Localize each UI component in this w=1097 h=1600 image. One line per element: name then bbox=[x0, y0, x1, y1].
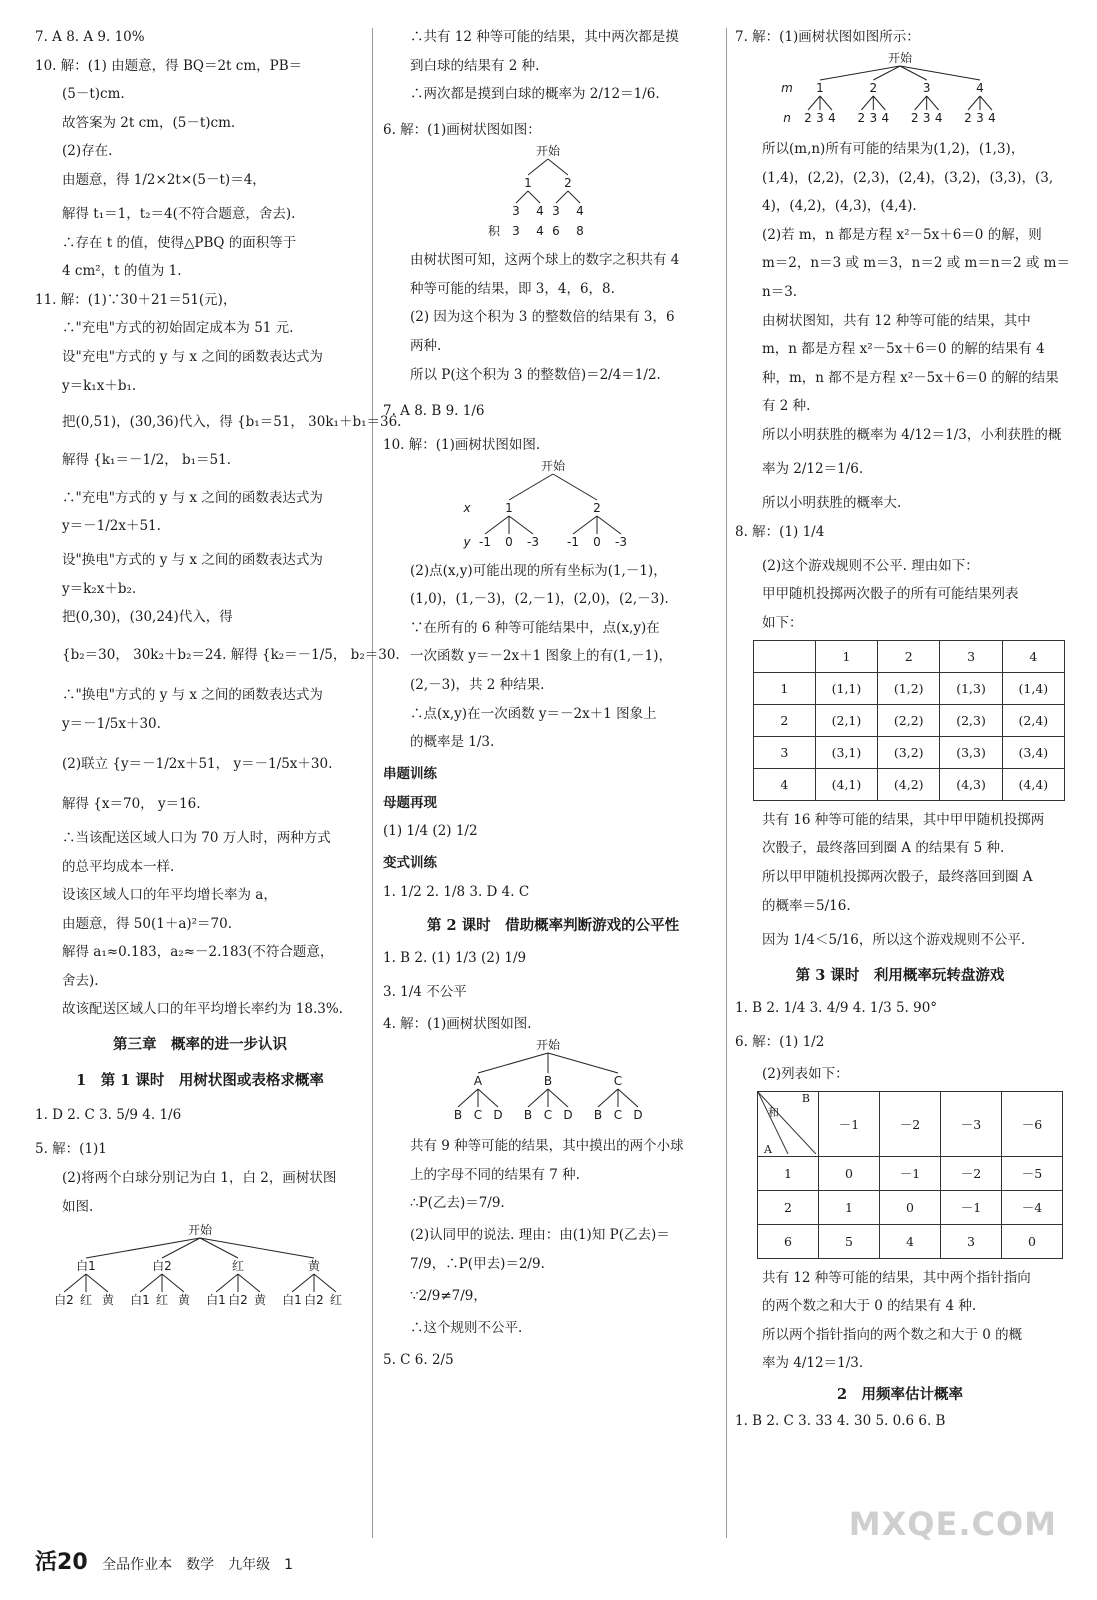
tree-branch bbox=[618, 1089, 638, 1107]
answer-line: 8. 解：(1) 1/4 bbox=[735, 523, 825, 540]
tree-branch bbox=[162, 1274, 184, 1292]
answer-line: 1. B 2. C 3. 33 4. 30 5. 0.6 6. B bbox=[735, 1413, 946, 1430]
tree-branch bbox=[64, 1274, 86, 1292]
tree-root-label: 开始 bbox=[535, 144, 561, 159]
tree-leaf-label: 4 bbox=[828, 111, 836, 125]
answer-line: 1. 1/2 2. 1/8 3. D 4. C bbox=[383, 883, 530, 900]
answer-line: m＝2，n＝3 或 m＝3，n＝2 或 m＝n＝2 或 m＝ bbox=[762, 255, 1070, 272]
table-cell: －5 bbox=[1002, 1156, 1063, 1190]
tree-product-value: 8 bbox=[576, 224, 584, 239]
table-row bbox=[758, 1224, 1063, 1258]
lesson-title: 1 第 1 课时 用树状图或表格求概率 bbox=[76, 1072, 324, 1090]
answer-line: 共有 16 种等可能的结果，其中甲甲随机投掷两 bbox=[762, 811, 1045, 828]
answer-line: (2)若 m，n 都是方程 x²－5x＋6＝0 的解，则 bbox=[762, 226, 1042, 243]
answer-line: 所以(m,n)所有可能的结果为(1,2)，(1,3)， bbox=[762, 141, 1025, 157]
table-cell: 3 bbox=[941, 1224, 1002, 1258]
tree-leaf-label: -3 bbox=[527, 534, 539, 549]
tree-branch bbox=[314, 1274, 336, 1292]
table-cell: 0 bbox=[819, 1156, 880, 1190]
table-row bbox=[758, 1190, 1063, 1224]
tree-branch bbox=[900, 66, 980, 80]
tree-leaf-label: 白1 bbox=[130, 1292, 150, 1307]
tree-leaf-label: 白2 bbox=[54, 1292, 74, 1307]
table-cell: (3,2) bbox=[878, 736, 940, 768]
tree-diagram-product bbox=[383, 141, 723, 241]
answer-line: 7/9，∴P(甲去)＝2/9. bbox=[410, 1255, 545, 1272]
tree-leaf-label: 4 bbox=[934, 111, 943, 125]
answer-line: 4. 解：(1)画树状图如图. bbox=[383, 1015, 532, 1032]
table-cell: (3,3) bbox=[940, 736, 1002, 768]
table-cell: －2 bbox=[880, 1091, 941, 1156]
table-cell: (4,1) bbox=[815, 768, 877, 800]
tree-node-label: 白2 bbox=[152, 1258, 172, 1273]
answer-line: (2)列表如下： bbox=[762, 1065, 849, 1082]
answer-line: 4 cm²，t 的值为 1. bbox=[62, 263, 182, 280]
tree-leaf-label: 白1 bbox=[206, 1292, 226, 1307]
tree-node-label: B bbox=[543, 1073, 553, 1088]
answer-line: 共有 9 种等可能的结果，其中摸出的两个小球 bbox=[410, 1137, 684, 1154]
answer-line: y＝k₁x＋b₁. bbox=[62, 377, 137, 394]
tree-leaf-label: 3 bbox=[976, 111, 984, 125]
tree-diagram-letters bbox=[383, 1035, 723, 1127]
tree-node-label: 黄 bbox=[307, 1258, 321, 1273]
tree-leaf-label: B bbox=[453, 1107, 463, 1122]
table-cell: (2,4) bbox=[1002, 704, 1064, 736]
tree-leaf-label: D bbox=[633, 1107, 643, 1122]
answer-line: (2)联立 {y＝－1/2x＋51， y＝－1/5x＋30. bbox=[62, 755, 333, 772]
answer-line: 设该区域人口的年平均增长率为 a， bbox=[62, 887, 277, 904]
answer-line: (2)这个游戏规则不公平. 理由如下： bbox=[762, 557, 979, 574]
answer-line: 故答案为 2t cm，(5－t)cm. bbox=[62, 114, 236, 131]
tree-leaf-label: C bbox=[543, 1107, 553, 1122]
tree-branch bbox=[556, 191, 568, 203]
footer-book-title: 全品作业本 数学 九年级 1 bbox=[102, 1557, 294, 1573]
tree-branch bbox=[808, 96, 820, 110]
tree-leaf-label: 3 bbox=[869, 111, 878, 125]
tree-node-label: 白1 bbox=[76, 1258, 96, 1273]
tree-leaf-label: B bbox=[523, 1107, 533, 1122]
answer-line: 由树状图知，共有 12 种等可能的结果，其中 bbox=[762, 312, 1031, 329]
answer-line: 种，m，n 都不是方程 x²－5x＋6＝0 的解的结果 bbox=[762, 369, 1059, 386]
tree-leaf-label: 红 bbox=[79, 1292, 93, 1307]
tree-node-label: A bbox=[473, 1073, 483, 1088]
answer-line: 解得 {k₁＝－1/2， b₁＝51. bbox=[62, 451, 232, 468]
tree-leaf-label: 4 bbox=[988, 111, 996, 125]
table-cell: (1,4) bbox=[1002, 672, 1064, 704]
tree-leaf-label: 黄 bbox=[253, 1292, 267, 1307]
table-cell: 4 bbox=[754, 768, 816, 800]
answer-line: y＝－1/5x＋30. bbox=[62, 715, 161, 732]
answer-line: 因为 1/4＜5/16，所以这个游戏规则不公平. bbox=[762, 931, 1026, 948]
answer-line: ∴两次都是摸到白球的概率为 2/12＝1/6. bbox=[410, 86, 660, 103]
table-row bbox=[754, 672, 1065, 704]
answer-line: 如下： bbox=[762, 614, 803, 631]
tree-branch bbox=[86, 1274, 108, 1292]
table-cell: 3 bbox=[940, 640, 1002, 672]
answer-line: ∴共有 12 种等可能的结果，其中两次都是摸 bbox=[410, 29, 679, 45]
tree-branch bbox=[861, 96, 873, 110]
tree-branch bbox=[573, 516, 597, 534]
answer-line: 1. B 2. 1/4 3. 4/9 4. 1/3 5. 90° bbox=[735, 999, 938, 1016]
tree-branch bbox=[820, 96, 832, 110]
tree-node-label: 2 bbox=[593, 500, 601, 515]
answer-line: 7. 解：(1)画树状图如图所示： bbox=[735, 29, 920, 45]
tree-leaf-label: 3 bbox=[552, 204, 560, 219]
tree-branch bbox=[820, 66, 900, 80]
answer-line: 7. A 8. A 9. 10% bbox=[35, 29, 145, 45]
tree-branch bbox=[598, 1089, 618, 1107]
tree-root-label: 开始 bbox=[887, 51, 913, 65]
answer-line: (1,4)，(2,2)，(2,3)，(2,4)，(3,2)，(3,3)，(3, bbox=[762, 169, 1054, 186]
table-cell: (4,4) bbox=[1002, 768, 1064, 800]
answer-line: ∴存在 t 的值，使得△PBQ 的面积等于 bbox=[62, 234, 297, 251]
tree-node-label: 红 bbox=[231, 1258, 245, 1273]
answer-line: 舍去). bbox=[62, 972, 99, 989]
tree-root-label: 开始 bbox=[187, 1222, 213, 1237]
table-cell: (3,1) bbox=[815, 736, 877, 768]
dice-results-table bbox=[753, 640, 1065, 801]
answer-line: 解得 {x＝70， y＝16. bbox=[62, 795, 201, 812]
table-cell: －1 bbox=[941, 1190, 1002, 1224]
tree-branch bbox=[478, 1089, 498, 1107]
tree-leaf-label: 4 bbox=[881, 111, 890, 125]
tree-leaf-label: C bbox=[613, 1107, 623, 1122]
answer-line: 如图. bbox=[62, 1198, 94, 1215]
column-divider bbox=[372, 28, 373, 1538]
answer-line: 所以小明获胜的概率为 4/12＝1/3，小利获胜的概 bbox=[762, 426, 1062, 443]
answer-line: y＝－1/2x＋51. bbox=[62, 518, 161, 535]
answer-line: (1) 1/4 (2) 1/2 bbox=[383, 823, 478, 840]
column-middle bbox=[383, 28, 723, 1379]
answer-line: 甲甲随机投掷两次骰子的所有可能结果列表 bbox=[762, 586, 1019, 603]
tree-diagram-coordinates bbox=[383, 456, 723, 552]
tree-leaf-label: 白1 bbox=[282, 1292, 302, 1307]
section-heading: 串题训练 bbox=[383, 766, 437, 783]
tree-leaf-label: D bbox=[563, 1107, 573, 1122]
tree-branch bbox=[597, 516, 621, 534]
answer-line: 11. 解：(1)∵30＋21＝51(元)， bbox=[35, 291, 237, 308]
table-corner-cell bbox=[758, 1091, 819, 1156]
answer-line: 把(0,51)，(30,36)代入，得 {b₁＝51， 30k₁＋b₁＝36. bbox=[62, 413, 402, 430]
section-title: 2 用频率估计概率 bbox=[836, 1386, 964, 1404]
tree-axis-label-n: n bbox=[783, 111, 791, 125]
page-footer bbox=[35, 1545, 293, 1576]
table-cell: 1 bbox=[815, 640, 877, 672]
table-cell: 5 bbox=[819, 1224, 880, 1258]
answer-line: (5－t)cm. bbox=[62, 86, 125, 103]
tree-leaf-label: 黄 bbox=[177, 1292, 191, 1307]
answer-line: 的总平均成本一样. bbox=[62, 858, 175, 875]
tree-branch bbox=[200, 1238, 314, 1258]
table-cell bbox=[754, 640, 816, 672]
tree-leaf-label: 2 bbox=[804, 111, 812, 125]
answer-line: 1. D 2. C 3. 5/9 4. 1/6 bbox=[35, 1107, 182, 1124]
tree-branch bbox=[528, 1089, 548, 1107]
tree-branch bbox=[568, 191, 580, 203]
column-left bbox=[35, 28, 402, 1322]
table-cell: 3 bbox=[754, 736, 816, 768]
answer-line: 7. A 8. B 9. 1/6 bbox=[383, 402, 485, 419]
column-divider bbox=[726, 28, 727, 1538]
answer-line: 率为 4/12＝1/3. bbox=[762, 1355, 864, 1372]
tree-leaf-label: 2 bbox=[857, 111, 866, 125]
table-cell: (1,1) bbox=[815, 672, 877, 704]
answer-line: (2)认同甲的说法. 理由：由(1)知 P(乙去)＝ bbox=[410, 1227, 670, 1244]
corner-label-b: B bbox=[801, 1091, 810, 1105]
answer-line: ∴"换电"方式的 y 与 x 之间的函数表达式为 bbox=[62, 687, 323, 704]
tree-branch bbox=[548, 159, 568, 175]
answer-line: 3. 1/4 不公平 bbox=[383, 983, 467, 1000]
answer-line: 的概率＝5/16. bbox=[762, 897, 851, 914]
table-cell: 4 bbox=[1002, 640, 1064, 672]
tree-leaf-label: 红 bbox=[329, 1292, 343, 1307]
tree-branch bbox=[516, 191, 528, 203]
answer-line: 次骰子，最终落回到圈 A 的结果有 5 种. bbox=[762, 840, 1005, 857]
tree-diagram-mn bbox=[735, 48, 1065, 130]
answer-line: 解得 t₁＝1，t₂＝4(不符合题意，舍去). bbox=[62, 205, 296, 222]
table-cell: 2 bbox=[754, 704, 816, 736]
tree-node-label: 1 bbox=[816, 81, 824, 95]
answer-line: 6. 解：(1)画树状图如图： bbox=[383, 122, 541, 139]
answer-line: ∴"充电"方式的初始固定成本为 51 元. bbox=[62, 320, 294, 337]
tree-node-label: 1 bbox=[524, 176, 532, 191]
tree-leaf-label: 0 bbox=[593, 534, 601, 549]
answer-line: 解得 a₁≈0.183，a₂≈－2.183(不符合题意， bbox=[62, 944, 334, 961]
tree-branch bbox=[915, 96, 927, 110]
answer-line: ∴当该配送区域人口为 70 万人时，两种方式 bbox=[62, 829, 331, 846]
tree-branch bbox=[292, 1274, 314, 1292]
answer-line: 种等可能的结果，即 3，4，6，8. bbox=[410, 280, 615, 297]
tree-leaf-label: 3 bbox=[512, 204, 520, 219]
tree-leaf-label: 4 bbox=[536, 204, 544, 219]
table-cell: 1 bbox=[819, 1190, 880, 1224]
answer-line: ∴这个规则不公平. bbox=[410, 1319, 523, 1336]
table-row bbox=[758, 1156, 1063, 1190]
answer-line: ∵在所有的 6 种等可能结果中，点(x,y)在 bbox=[410, 619, 660, 636]
tree-branch bbox=[548, 1089, 568, 1107]
answer-line: 由题意，得 50(1＋a)²＝70. bbox=[62, 915, 233, 932]
answer-line: (1,0)，(1,－3)，(2,－1)，(2,0)，(2,－3). bbox=[410, 591, 669, 608]
table-cell: (2,1) bbox=[815, 704, 877, 736]
table-cell: －6 bbox=[1002, 1091, 1063, 1156]
tree-leaf-label: 4 bbox=[576, 204, 584, 219]
tree-product-value: 4 bbox=[536, 224, 544, 239]
answer-line: y＝k₂x＋b₂. bbox=[62, 580, 137, 597]
tree-branch bbox=[509, 474, 553, 500]
tree-node-label: 2 bbox=[869, 81, 878, 95]
tree-branch bbox=[968, 96, 980, 110]
answer-line: 设"换电"方式的 y 与 x 之间的函数表达式为 bbox=[62, 552, 323, 569]
tree-branch bbox=[458, 1089, 478, 1107]
answer-line: 的两个数之和大于 0 的结果有 4 种. bbox=[762, 1298, 977, 1315]
tree-branch bbox=[528, 191, 540, 203]
answer-line: (2,－3)，共 2 种结果. bbox=[410, 676, 545, 693]
tree-branch bbox=[980, 96, 992, 110]
table-cell: －2 bbox=[941, 1156, 1002, 1190]
table-cell: 6 bbox=[758, 1224, 819, 1258]
section-heading: 变式训练 bbox=[383, 855, 437, 872]
tree-branch bbox=[216, 1274, 238, 1292]
answer-line: 所以甲甲随机投掷两次骰子，最终落回到圈 A bbox=[762, 868, 1033, 885]
tree-node-label: 1 bbox=[505, 500, 513, 515]
tree-product-label: 积 bbox=[487, 224, 501, 239]
table-cell: 0 bbox=[1002, 1224, 1063, 1258]
answer-line: (2)将两个白球分别记为白 1，白 2，画树状图 bbox=[62, 1170, 337, 1187]
answer-line: 上的字母不同的结果有 7 种. bbox=[410, 1166, 580, 1183]
answer-line: 5. C 6. 2/5 bbox=[383, 1351, 454, 1368]
answer-line: 由题意，得 1/2×2t×(5－t)＝4， bbox=[62, 171, 266, 188]
tree-leaf-label: 红 bbox=[155, 1292, 169, 1307]
table-cell: －4 bbox=[1002, 1190, 1063, 1224]
table-cell: (4,2) bbox=[878, 768, 940, 800]
tree-product-value: 6 bbox=[552, 224, 560, 239]
table-header-row bbox=[758, 1091, 1063, 1156]
answer-line: 所以 P(这个积为 3 的整数倍)＝2/4＝1/2. bbox=[410, 366, 661, 383]
answer-line: 10. 解：(1) 由题意，得 BQ＝2t cm，PB＝ bbox=[35, 57, 303, 74]
tree-axis-label-x: x bbox=[463, 500, 471, 515]
answer-line: (2) 因为这个积为 3 的整数倍的结果有 3，6 bbox=[410, 309, 675, 326]
answer-line: 把(0,30)，(30,24)代入，得 bbox=[62, 609, 233, 626]
tree-leaf-label: 白2 bbox=[228, 1292, 248, 1307]
table-cell: (4,3) bbox=[940, 768, 1002, 800]
table-cell: －1 bbox=[880, 1156, 941, 1190]
answer-line: {b₂＝30， 30k₂＋b₂＝24. 解得 {k₂＝－1/5， b₂＝30. bbox=[62, 647, 400, 664]
answer-line: 所以小明获胜的概率大. bbox=[762, 494, 902, 511]
answer-line: 率为 2/12＝1/6. bbox=[762, 460, 864, 477]
tree-node-label: C bbox=[613, 1073, 623, 1088]
tree-node-label: 3 bbox=[922, 81, 931, 95]
table-cell: 1 bbox=[758, 1156, 819, 1190]
tree-branch bbox=[553, 474, 597, 500]
table-cell: (2,2) bbox=[878, 704, 940, 736]
answer-line: n＝3. bbox=[762, 283, 798, 300]
table-header-row bbox=[754, 640, 1065, 672]
spinner-sum-table bbox=[757, 1091, 1063, 1259]
answer-line: ∴"充电"方式的 y 与 x 之间的函数表达式为 bbox=[62, 489, 323, 506]
answer-line: 的概率是 1/3. bbox=[410, 734, 495, 751]
answer-line: ∴P(乙去)＝7/9. bbox=[410, 1195, 505, 1212]
tree-branch bbox=[485, 516, 509, 534]
answer-line: ∵2/9≠7/9， bbox=[410, 1287, 487, 1304]
tree-leaf-label: 0 bbox=[505, 534, 513, 549]
table-cell: 4 bbox=[880, 1224, 941, 1258]
table-row bbox=[754, 736, 1065, 768]
tree-node-label: 2 bbox=[564, 176, 572, 191]
tree-diagram-balls bbox=[35, 1220, 365, 1312]
tree-branch bbox=[548, 1053, 618, 1073]
answer-line: 10. 解：(1)画树状图如图. bbox=[383, 436, 541, 453]
table-cell: 1 bbox=[754, 672, 816, 704]
tree-product-value: 3 bbox=[512, 224, 520, 239]
site-watermark: MXQE.COM bbox=[848, 1505, 1057, 1543]
tree-branch bbox=[86, 1238, 200, 1258]
tree-leaf-label: 2 bbox=[964, 111, 972, 125]
table-cell: 0 bbox=[880, 1190, 941, 1224]
answer-line: 设"充电"方式的 y 与 x 之间的函数表达式为 bbox=[62, 348, 323, 365]
table-cell: 2 bbox=[878, 640, 940, 672]
lesson-title: 第 3 课时 利用概率玩转盘游戏 bbox=[795, 966, 1005, 984]
tree-root-label: 开始 bbox=[535, 1037, 561, 1052]
tree-axis-label-m: m bbox=[781, 81, 793, 95]
answer-line: 故该配送区域人口的年平均增长率约为 18.3%. bbox=[62, 1001, 343, 1018]
tree-branch bbox=[238, 1274, 260, 1292]
tree-branch bbox=[873, 96, 885, 110]
answer-line: 4)，(4,2)，(4,3)，(4,4). bbox=[762, 198, 917, 215]
answer-line: 1. B 2. (1) 1/3 (2) 1/9 bbox=[383, 949, 527, 966]
tree-branch bbox=[927, 96, 939, 110]
table-cell: (3,4) bbox=[1002, 736, 1064, 768]
answer-line: 有 2 种. bbox=[762, 398, 811, 415]
table-row bbox=[754, 768, 1065, 800]
table-cell: (2,3) bbox=[940, 704, 1002, 736]
tree-leaf-label: 3 bbox=[922, 111, 931, 125]
answer-line: 5. 解：(1)1 bbox=[35, 1141, 107, 1158]
answer-line: ∴点(x,y)在一次函数 y＝－2x＋1 图象上 bbox=[410, 705, 657, 722]
tree-branch bbox=[528, 159, 548, 175]
tree-branch bbox=[478, 1053, 548, 1073]
table-cell: 2 bbox=[758, 1190, 819, 1224]
footer-prefix: 活 bbox=[35, 1550, 58, 1575]
tree-leaf-label: -1 bbox=[479, 534, 491, 549]
column-right bbox=[735, 28, 1070, 1441]
tree-leaf-label: 黄 bbox=[101, 1292, 115, 1307]
answer-line: (2)存在. bbox=[62, 143, 113, 160]
answer-line: m，n 都是方程 x²－5x＋6＝0 的解的结果有 4 bbox=[762, 341, 1045, 358]
answer-line: 由树状图可知，这两个球上的数字之积共有 4 bbox=[410, 252, 680, 269]
tree-axis-label-y: y bbox=[463, 534, 471, 549]
tree-leaf-label: 白2 bbox=[304, 1292, 324, 1307]
tree-leaf-label: 2 bbox=[910, 111, 919, 125]
answer-line: 两种. bbox=[410, 337, 442, 354]
section-heading: 母题再现 bbox=[383, 794, 437, 811]
table-cell: －1 bbox=[819, 1091, 880, 1156]
corner-label-a: A bbox=[764, 1142, 772, 1156]
answer-line: 6. 解：(1) 1/2 bbox=[735, 1033, 825, 1050]
corner-label-sum: 和 bbox=[768, 1105, 779, 1119]
lesson-title: 第 2 课时 借助概率判断游戏的公平性 bbox=[426, 916, 680, 934]
tree-leaf-label: -1 bbox=[567, 534, 579, 549]
tree-leaf-label: 3 bbox=[816, 111, 824, 125]
tree-branch bbox=[140, 1274, 162, 1292]
chapter-title: 第三章 概率的进一步认识 bbox=[113, 1036, 287, 1054]
table-row bbox=[754, 704, 1065, 736]
tree-leaf-label: B bbox=[593, 1107, 603, 1122]
answer-line: (2)点(x,y)可能出现的所有坐标为(1,－1)， bbox=[410, 562, 667, 579]
table-cell: (1,3) bbox=[940, 672, 1002, 704]
tree-leaf-label: D bbox=[493, 1107, 503, 1122]
tree-root-label: 开始 bbox=[540, 458, 566, 473]
tree-leaf-label: -3 bbox=[615, 534, 627, 549]
table-cell: －3 bbox=[941, 1091, 1002, 1156]
answer-line: 一次函数 y＝－2x＋1 图象上的有(1,－1)， bbox=[410, 648, 673, 665]
table-cell: (1,2) bbox=[878, 672, 940, 704]
answer-line: 到白球的结果有 2 种. bbox=[410, 57, 540, 74]
tree-leaf-label: C bbox=[473, 1107, 483, 1122]
answer-line: 所以两个指针指向的两个数之和大于 0 的概 bbox=[762, 1326, 1023, 1343]
answer-line: 共有 12 种等可能的结果，其中两个指针指向 bbox=[762, 1269, 1031, 1286]
tree-branch bbox=[509, 516, 533, 534]
tree-node-label: 4 bbox=[976, 81, 984, 95]
page-number: 20 bbox=[57, 1550, 88, 1575]
